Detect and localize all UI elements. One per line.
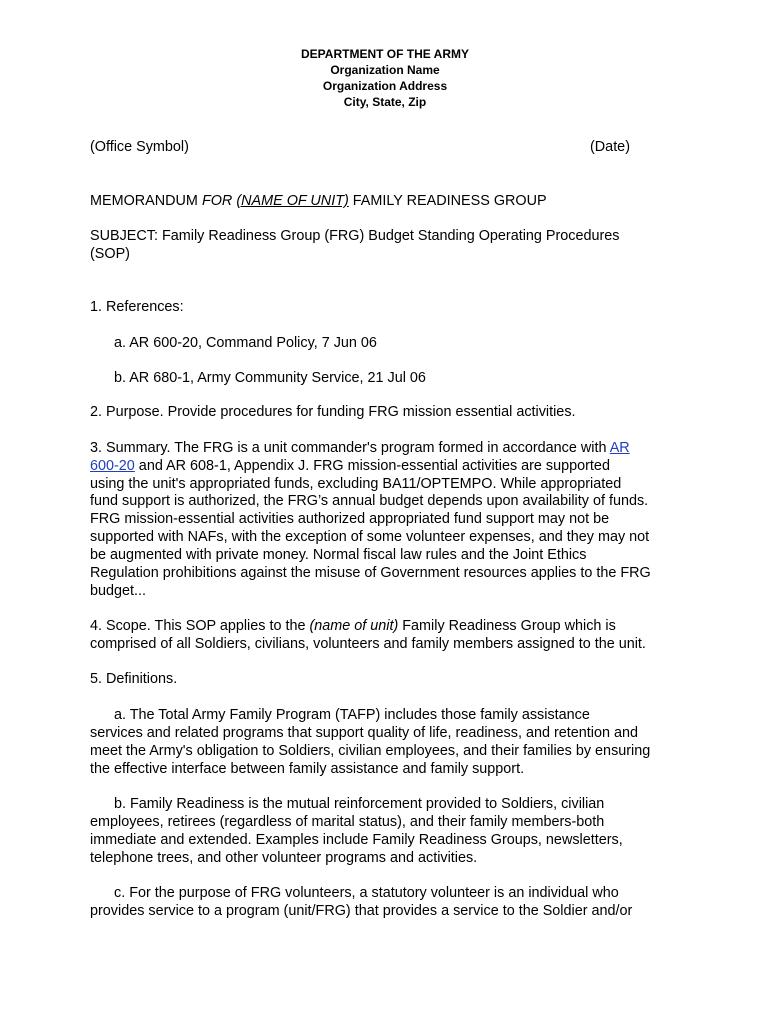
definition-a-line-2: services and related programs that support quality of life, readiness, and retention and bbox=[90, 725, 638, 741]
memo-suffix: FAMILY READINESS GROUP bbox=[352, 193, 547, 209]
definition-a-line-1: a. The Total Army Family Program (TAFP) includes those family assistance bbox=[114, 707, 590, 723]
summary-line-7: be augmented with private money. Normal fiscal law rules and the Joint Ethics bbox=[90, 547, 587, 563]
ar-600-20-link-part2[interactable]: 600-20 bbox=[90, 458, 135, 474]
summary-line-2 bbox=[90, 457, 690, 475]
memo-prefix: MEMORANDUM bbox=[90, 193, 198, 209]
reference-a: a. AR 600-20, Command Policy, 7 Jun 06 bbox=[114, 335, 377, 351]
definition-b-line-2: employees, retirees (regardless of marital status), and their family members-both bbox=[90, 814, 605, 830]
definition-b-line-1: b. Family Readiness is the mutual reinforcement provided to Soldiers, civilian bbox=[114, 796, 605, 812]
definition-b-line-3: immediate and extended. Examples include Family Readiness Groups, newsletters, bbox=[90, 832, 623, 848]
summary-text-1: 3. Summary. The FRG is a unit commander's program formed in accordance with bbox=[90, 440, 610, 456]
summary-text-2: and AR 608-1, Appendix J. FRG mission-essential activities are supported bbox=[134, 458, 610, 474]
letterhead-org-name: Organization Name bbox=[330, 63, 440, 77]
scope-line-2: comprised of all Soldiers, civilians, volunteers and family members assigned to the unit. bbox=[90, 636, 646, 652]
letterhead-org-address: Organization Address bbox=[322, 79, 448, 93]
memo-unit-name: (NAME OF UNIT) bbox=[236, 193, 349, 209]
summary-line-3: using the unit's appropriated funds, excluding BA11/OPTEMPO. While appropriated bbox=[90, 476, 622, 492]
references-title: 1. References: bbox=[90, 299, 184, 315]
memo-for: FOR bbox=[201, 193, 233, 209]
letterhead-city-state-zip: City, State, Zip bbox=[343, 95, 427, 109]
definition-b-line-4: telephone trees, and other volunteer programs and activities. bbox=[90, 850, 478, 866]
letterhead-department: DEPARTMENT OF THE ARMY bbox=[301, 47, 469, 61]
definition-c-line-1: c. For the purpose of FRG volunteers, a statutory volunteer is an individual who bbox=[114, 885, 619, 901]
ar-600-20-link-part1[interactable]: AR bbox=[609, 440, 630, 456]
scope-text-a: 4. Scope. This SOP applies to the bbox=[90, 618, 310, 634]
summary-line-8: Regulation prohibitions against the misuse of Government resources applies to the FRG bbox=[90, 565, 651, 581]
summary-line-6: supported with NAFs, with the exception of some volunteer expenses, and they may not bbox=[90, 529, 650, 545]
definition-c-line-2: provides service to a program (unit/FRG) that provides a service to the Soldier and/or bbox=[90, 903, 633, 919]
scope-unit-name: (name of unit) bbox=[309, 618, 399, 634]
summary-line-5: FRG mission-essential activities authorized appropriated fund support may not be bbox=[90, 511, 610, 527]
summary-line-9: budget... bbox=[90, 583, 147, 599]
definition-a-line-4: the effective interface between family assistance and family support. bbox=[90, 761, 525, 777]
definition-a-line-3: meet the Army's obligation to Soldiers, civilian employees, and their families by ensuring bbox=[90, 743, 651, 759]
scope-line-1 bbox=[90, 617, 690, 635]
letterhead bbox=[0, 46, 770, 110]
purpose-paragraph: 2. Purpose. Provide procedures for funding FRG mission essential activities. bbox=[90, 404, 576, 420]
subject-line-1: SUBJECT: Family Readiness Group (FRG) Budget Standing Operating Procedures bbox=[90, 228, 620, 244]
office-symbol: (Office Symbol) bbox=[90, 139, 189, 155]
scope-text-b: Family Readiness Group which is bbox=[398, 618, 616, 634]
summary-line-1 bbox=[90, 439, 690, 457]
subject-line-2: (SOP) bbox=[90, 246, 130, 262]
definitions-title: 5. Definitions. bbox=[90, 671, 178, 687]
memo-date: (Date) bbox=[590, 139, 630, 155]
summary-line-4: fund support is authorized, the FRG’s annual budget depends upon availability of funds. bbox=[90, 493, 649, 509]
memorandum-for-line bbox=[90, 192, 690, 210]
reference-b: b. AR 680-1, Army Community Service, 21 Jul 06 bbox=[114, 370, 426, 386]
